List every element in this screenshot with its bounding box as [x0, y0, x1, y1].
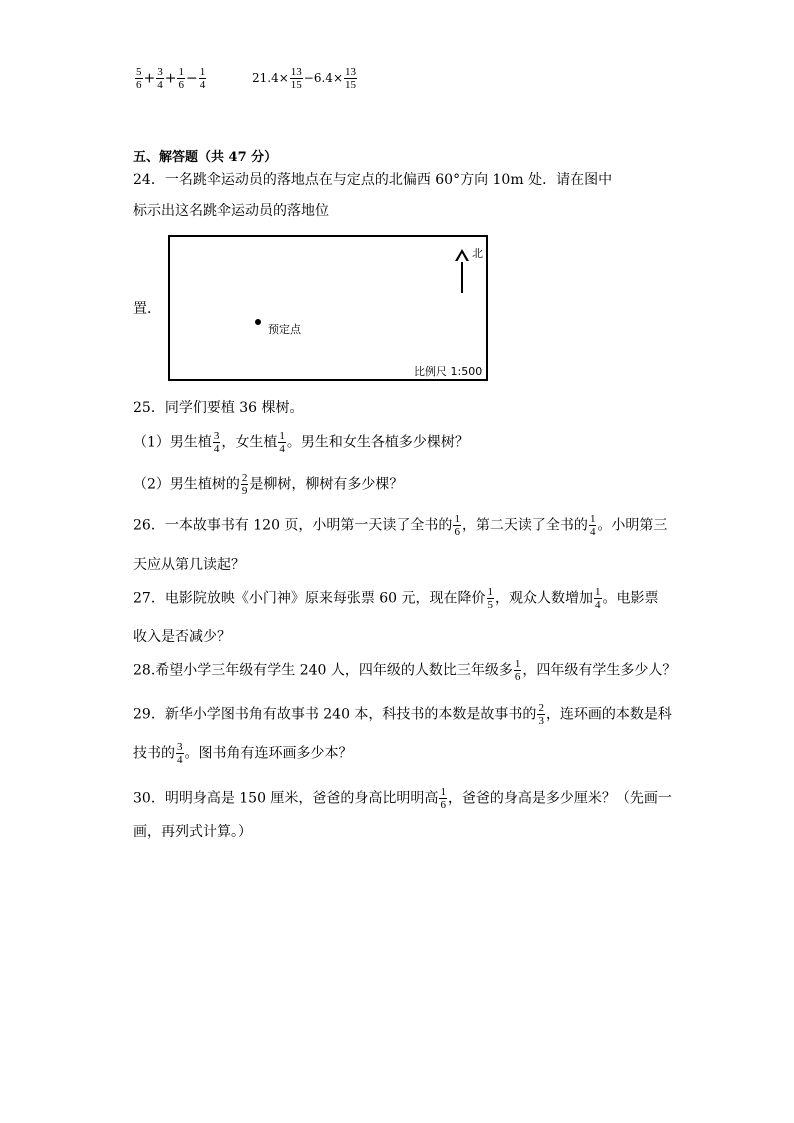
q30-line1: 30．明明身高是 150 厘米，爸爸的身高比明明高 $\frac{1}{6}$ ，爸爸的身高是多少厘米？（先画一	[133, 786, 672, 811]
fraction: $\frac{3}{4}$	[157, 66, 163, 91]
q25-part1: （1）男生植 $\frac{3}{4}$ ，女生植 $\frac{1}{4}$ 。男生和女生各植多少棵树？	[133, 430, 469, 455]
q28-line1: 28.希望小学三年级有学生 240 人，四年级的人数比三年级多 $\frac{1}{6}$ ，四年级有学生多少人？	[133, 658, 677, 683]
map-diagram	[168, 235, 488, 381]
operator: −	[303, 71, 314, 85]
q29-line2: 技书的 $\frac{3}{4}$ 。图书角有连环画多少本？	[133, 741, 353, 766]
operator: +	[164, 70, 177, 87]
q30-line2: 画，再列式计算。）	[133, 824, 252, 840]
scale-label: 比例尺 1:500	[414, 365, 483, 378]
q27-line2: 收入是否减少？	[133, 629, 231, 645]
q24-line1: 24．一名跳伞运动员的落地点在与定点的北偏西 60°方向 10m 处．请在图中	[133, 172, 613, 188]
fraction: $\frac{3}{4}$	[177, 741, 183, 766]
fraction: $\frac{1}{6}$	[178, 66, 184, 91]
reference-point[interactable]	[255, 319, 261, 325]
reference-point-label: 预定点	[268, 323, 301, 336]
fraction: $\frac{1}{4}$	[595, 586, 601, 611]
fraction: $\frac{1}{4}$	[279, 430, 285, 455]
q27-line1: 27．电影院放映《小门神》原来每张票 60 元，现在降价 $\frac{1}{5}$ ，观众人数增加 $\frac{1}{4}$ 。电影票	[133, 586, 659, 611]
fraction: $\frac{2}{3}$	[538, 702, 544, 727]
fraction: $\frac{1}{5}$	[487, 586, 494, 611]
fraction: $\frac{1}{6}$	[514, 658, 521, 683]
expression-2	[252, 66, 358, 91]
q26-line2: 天应从第几读起？	[133, 557, 245, 573]
fraction: $\frac{1}{4}$	[589, 513, 596, 538]
fraction: $\frac{1}{4}$	[199, 66, 206, 91]
number: 6.4	[313, 71, 333, 85]
fraction: $\frac{2}{9}$	[241, 472, 248, 497]
operator: −	[185, 70, 198, 87]
q24-line3: 置．	[133, 301, 161, 317]
expression-1	[134, 66, 207, 91]
operator: +	[143, 70, 156, 87]
fraction: $\frac{3}{4}$	[213, 430, 220, 455]
fraction: $\frac{1}{6}$	[454, 513, 460, 538]
fraction: $\frac{13}{15}$	[290, 66, 302, 91]
fraction: $\frac{5}{6}$	[136, 66, 142, 91]
north-label: 北	[472, 247, 483, 260]
q24-line2: 标示出这名跳伞运动员的落地位	[133, 203, 329, 219]
q25-part2: （2）男生植树的 $\frac{2}{9}$ 是柳树，柳树有多少棵？	[133, 472, 404, 497]
operator: ×	[278, 71, 289, 85]
q25-intro: 25．同学们要植 36 棵树。	[133, 400, 304, 416]
fraction: $\frac{1}{6}$	[440, 786, 446, 811]
fraction: $\frac{13}{15}$	[345, 66, 356, 91]
q26-line1: 26．一本故事书有 120 页，小明第一天读了全书的 $\frac{1}{6}$ ，第二天读了全书的 $\frac{1}{4}$ 。小明第三	[133, 513, 668, 538]
operator: ×	[332, 71, 343, 85]
section-title: 五、解答题（共 47 分）	[133, 150, 278, 165]
q29-line1: 29．新华小学图书角有故事书 240 本，科技书的本数是故事书的 $\frac{2}{3}$ ，连环画的本数是科	[133, 702, 672, 727]
number: 21.4	[252, 71, 279, 85]
